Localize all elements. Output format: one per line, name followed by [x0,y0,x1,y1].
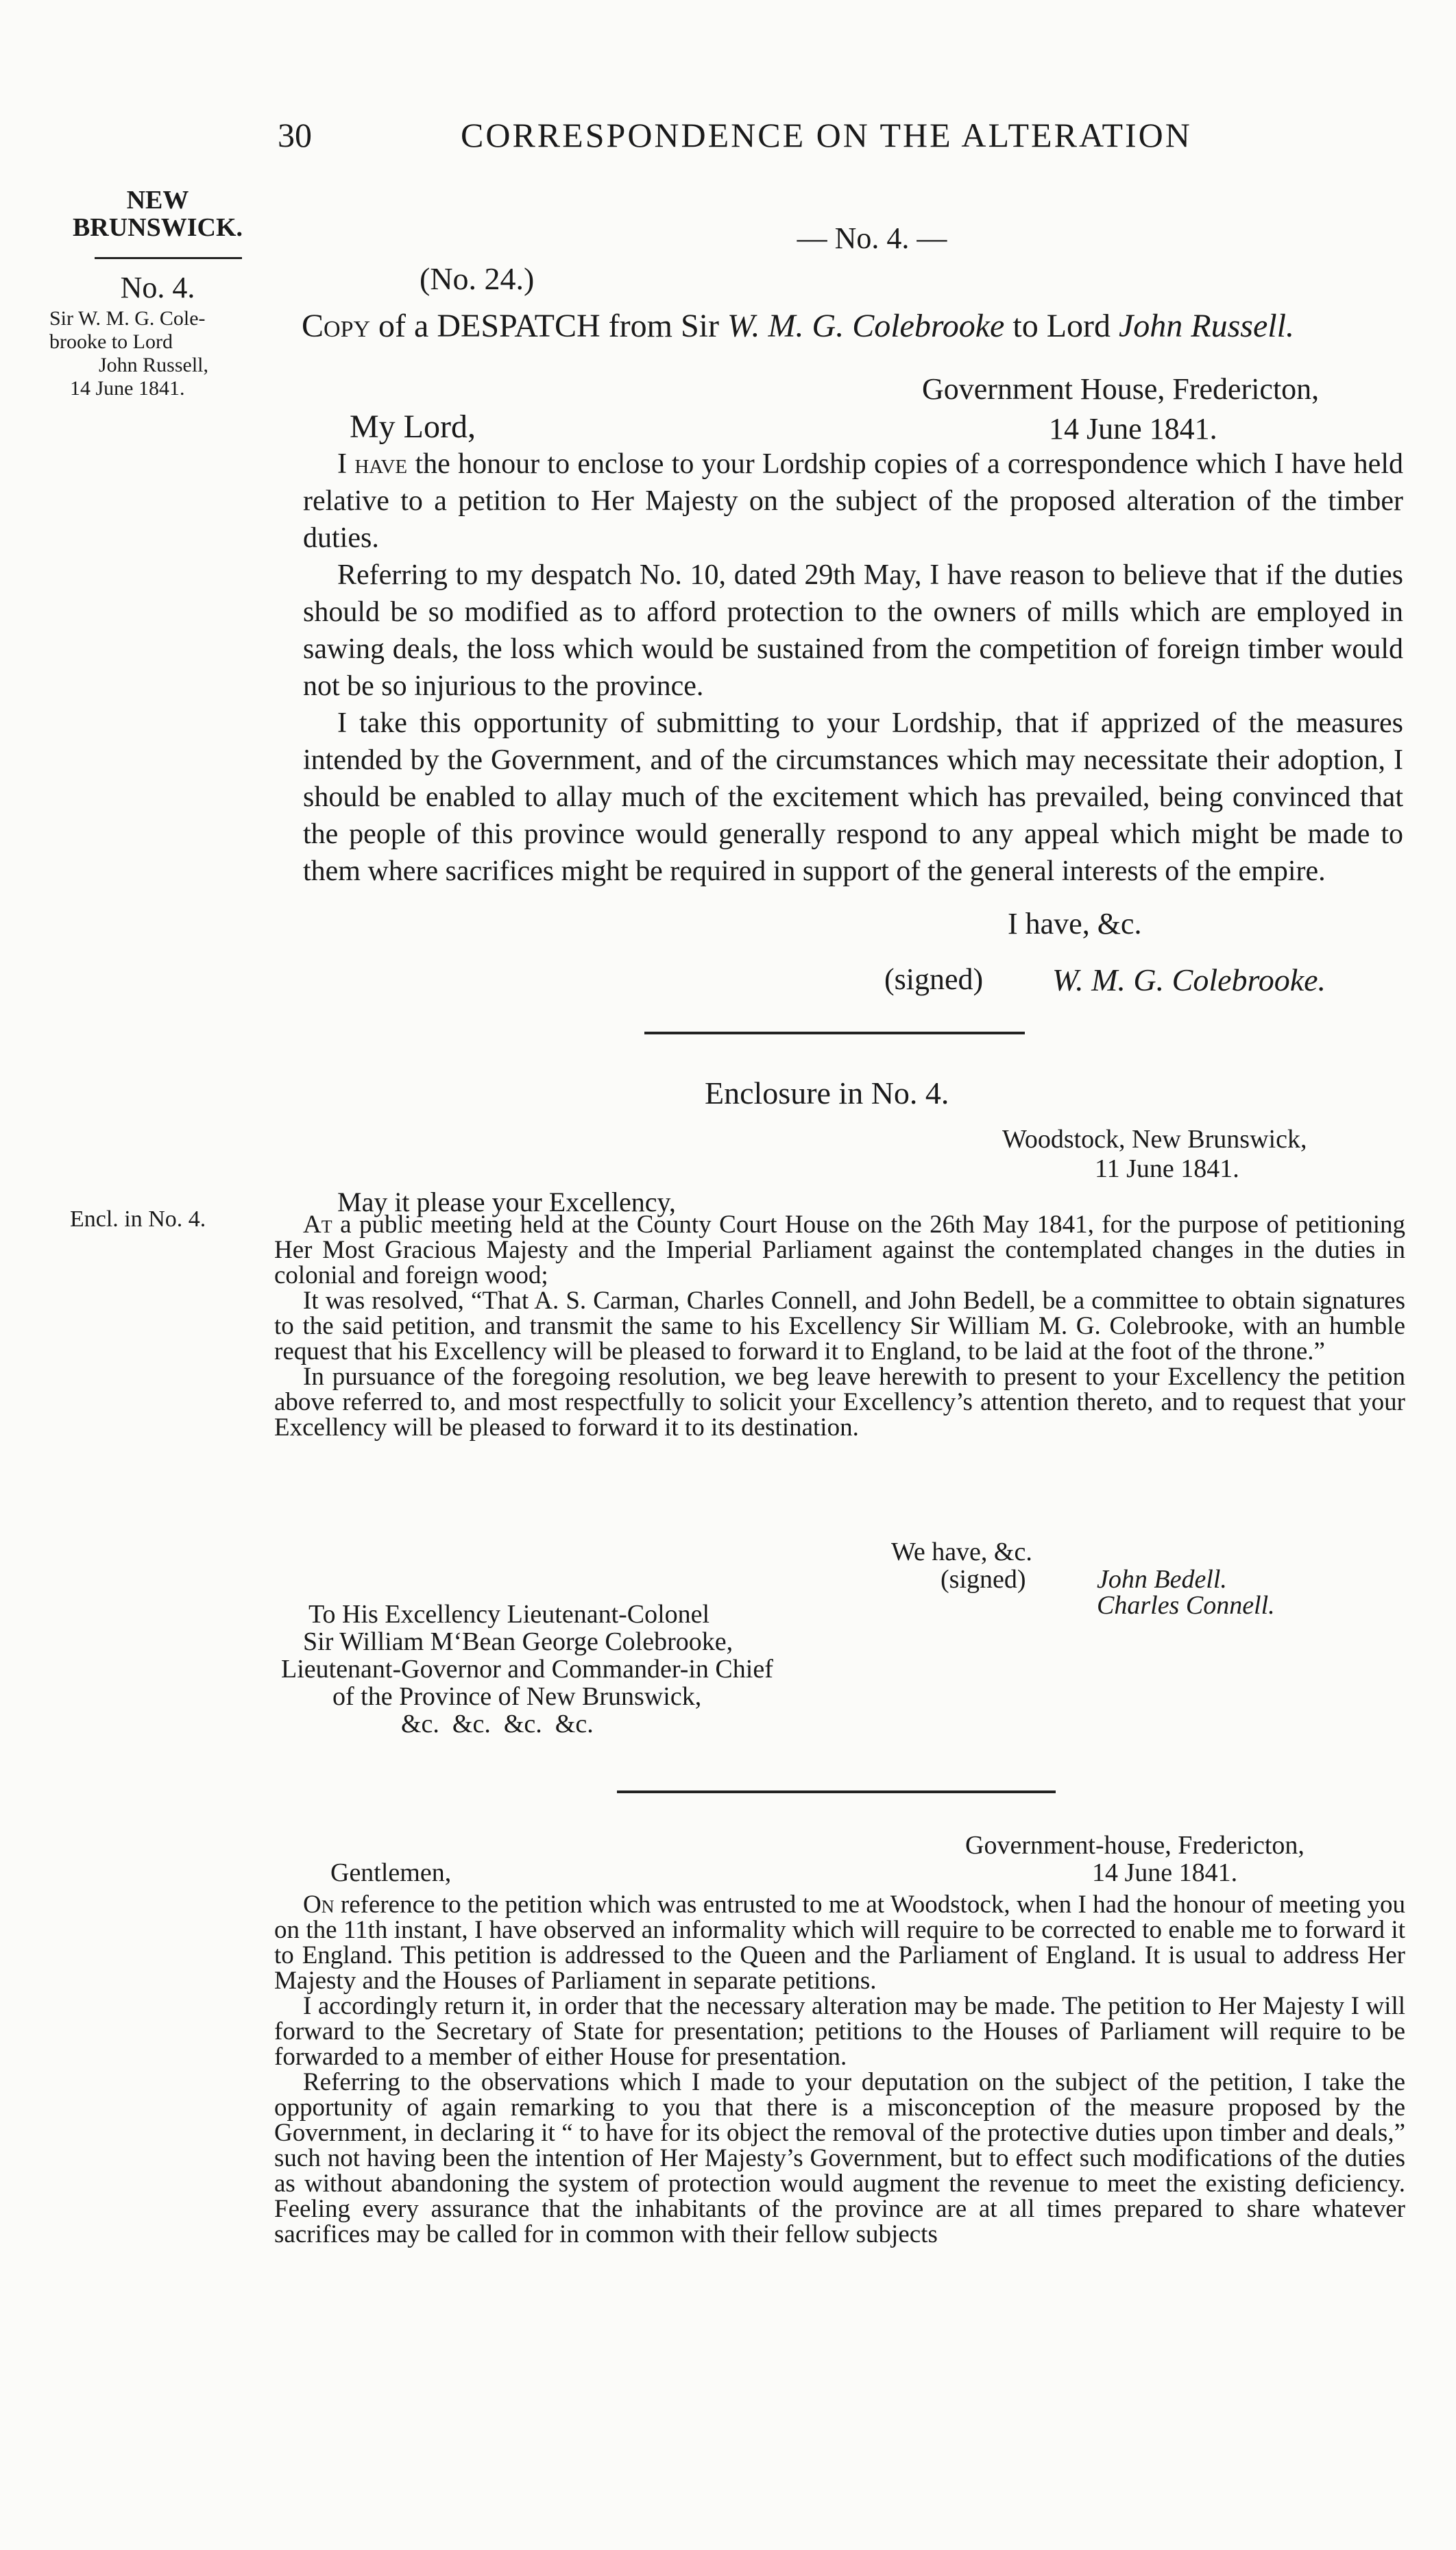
margin-divider [95,257,242,259]
enclosure-body [274,1212,1405,1440]
enclosure-heading: Enclosure in No. 4. [705,1076,949,1110]
paragraph [274,2069,1405,2247]
paragraph [274,1892,1405,1993]
paragraph-text: I accordingly return it, in order that the necessary alteration may be made. The petition to Her Majesty I will forward to the Secretary of State for presentation; petitions to the Houses of Parliament will require to be forwarded to a member of either House for presentation. [274,1992,1405,2071]
address-line: &c. &c. &c. &c. [401,1710,594,1738]
paragraph-text: reference to the petition which was entrusted to me at Woodstock, when I had the honour of meeting you on the 11th instant, I have observed an informality which will require to be corrected to enable me to forward it to England. This petition is addressed to the Queen and the Parliament of England. It is usual to address Her Majesty and the Houses of Parliament in separate petitions. [274,1891,1405,1995]
paragraph-text: the honour to enclose to your Lordship copies of a correspondence which I have held relative to a petition to Her Majesty on the subject of the proposed alteration of the timber duties. [303,448,1403,554]
page-number: 30 [278,116,312,154]
paragraph [303,557,1403,705]
margin-summary [49,307,255,400]
margin-summary-line: Sir W. M. G. Cole- [49,307,206,330]
enclosure-signature: John Bedell. [1097,1565,1227,1594]
despatch-reference: (No. 24.) [420,261,535,296]
paragraph-text: Referring to the observations which I made to your deputation on the subject of the petition, I take the opportunity of again remarking to you that there is a misconception of the measure proposed by the Government, in declaring it “ to have for its object the removal of the protective duties upon timber and deals,” such not having been the intention of Her Majesty’s Government, but to effect such modifications of the duties as without abandoning the system of protection would augment the revenue to meet the existing deficiency. Feeling every assurance that the inhabitants of the province are at all times prepared to share whatever sacrifices may be called for in common with their fellow subjects [274,2068,1405,2248]
despatch-title [302,307,1294,345]
margin-summary-line: John Russell, [99,354,209,376]
title-part: W. M. G. Colebrooke [727,308,1005,344]
paragraph-text: It was resolved, “That A. S. Carman, Charles Connell, and John Bedell, be a committee to obtain signatures to the said petition, and transmit the same to his Excellency Sir William M. G. Colebrooke, with an humble request that his Excellency will be pleased to forward it to England, to be laid at the foot of the throne.” [274,1287,1405,1365]
margin-enclosure-note: Encl. in No. 4. [70,1206,206,1232]
enclosure-date: 11 June 1841. [1095,1154,1239,1183]
margin-colony-line: BRUNSWICK. [72,213,243,242]
paragraph-text: I take this opportunity of submitting to your Lordship, that if apprized of the measures intended by the Government, and of the circumstances which may necessitate their adoption, I should be enabled to allay much of the excitement which has prevailed, being convinced that the people of this province would generally respond to any appeal which might be made to them where sacrifices might be required in support of the general interests of the empire. [303,707,1403,887]
enclosure-signed: (signed) [941,1565,1026,1594]
paragraph-text: a public meeting held at the County Court House on the 26th May 1841, for the purpose of petitioning Her Most Gracious Majesty and the Imperial Parliament against the contemplated changes in the duties in colonial and foreign wood; [274,1211,1405,1289]
despatch-salutation: My Lord, [350,409,476,445]
reply-date: 14 June 1841. [1092,1858,1238,1887]
enclosure-closing: We have, &c. [891,1538,1032,1566]
paragraph-text: In pursuance of the foregoing resolution, we beg leave herewith to present to your Excellency the petition above referred to, and most respectfully to solicit your Excellency’s attention thereto, and to request that your Excellency will be pleased to forward it to its destination. [274,1363,1405,1442]
address-line: Lieutenant-Governor and Commander-in Chief [281,1655,773,1684]
margin-summary-line: 14 June 1841. [70,377,185,400]
enclosure-salutation: May it please your Excellency, [337,1187,676,1217]
paragraph-lead: At [303,1211,332,1239]
title-part: of a DESPATCH from Sir [370,308,727,344]
running-title: CORRESPONDENCE ON THE ALTERATION [461,116,1192,154]
enclosure-address [281,1601,773,1738]
margin-summary-line: brooke to Lord [49,330,173,353]
paragraph [274,1993,1405,2069]
margin-colony-line: NEW [126,186,189,215]
title-part: Copy [302,308,371,344]
despatch-signature: W. M. G. Colebrooke. [1052,962,1326,997]
reply-place: Government-house, Fredericton, [965,1831,1305,1860]
despatch-heading: — No. 4. — [797,221,947,255]
margin-number: No. 4. [120,271,195,304]
despatch-body [303,446,1403,890]
enclosure-signature: Charles Connell. [1097,1591,1275,1620]
paragraph [303,705,1403,890]
address-line: of the Province of New Brunswick, [332,1682,702,1711]
reply-salutation: Gentlemen, [330,1858,452,1887]
paragraph [274,1364,1405,1440]
title-part: to Lord [1004,308,1119,344]
despatch-date: 14 June 1841. [1049,412,1217,446]
section-divider [617,1790,1056,1793]
paragraph-text: Referring to my despatch No. 10, dated 29th May, I have reason to believe that if the duties should be so modified as to afford protection to the owners of mills which are employed in sawing deals, the loss which would be sustained from the competition of foreign timber would not be so injurious to the province. [303,559,1403,702]
enclosure-place: Woodstock, New Brunswick, [1002,1125,1307,1154]
paragraph-lead: On [303,1891,335,1919]
paragraph-lead: I have [337,448,408,480]
paragraph [274,1212,1405,1288]
reply-body [274,1892,1405,2247]
section-divider [644,1032,1025,1034]
address-line: To His Excellency Lieutenant-Colonel [308,1600,710,1629]
address-line: Sir William M‘Bean George Colebrooke, [303,1627,733,1656]
paragraph [274,1288,1405,1364]
title-part: John Russell. [1119,308,1294,344]
paragraph [303,446,1403,557]
despatch-signed: (signed) [884,962,984,996]
despatch-closing: I have, &c. [1008,907,1142,940]
despatch-place: Government House, Fredericton, [922,372,1320,406]
